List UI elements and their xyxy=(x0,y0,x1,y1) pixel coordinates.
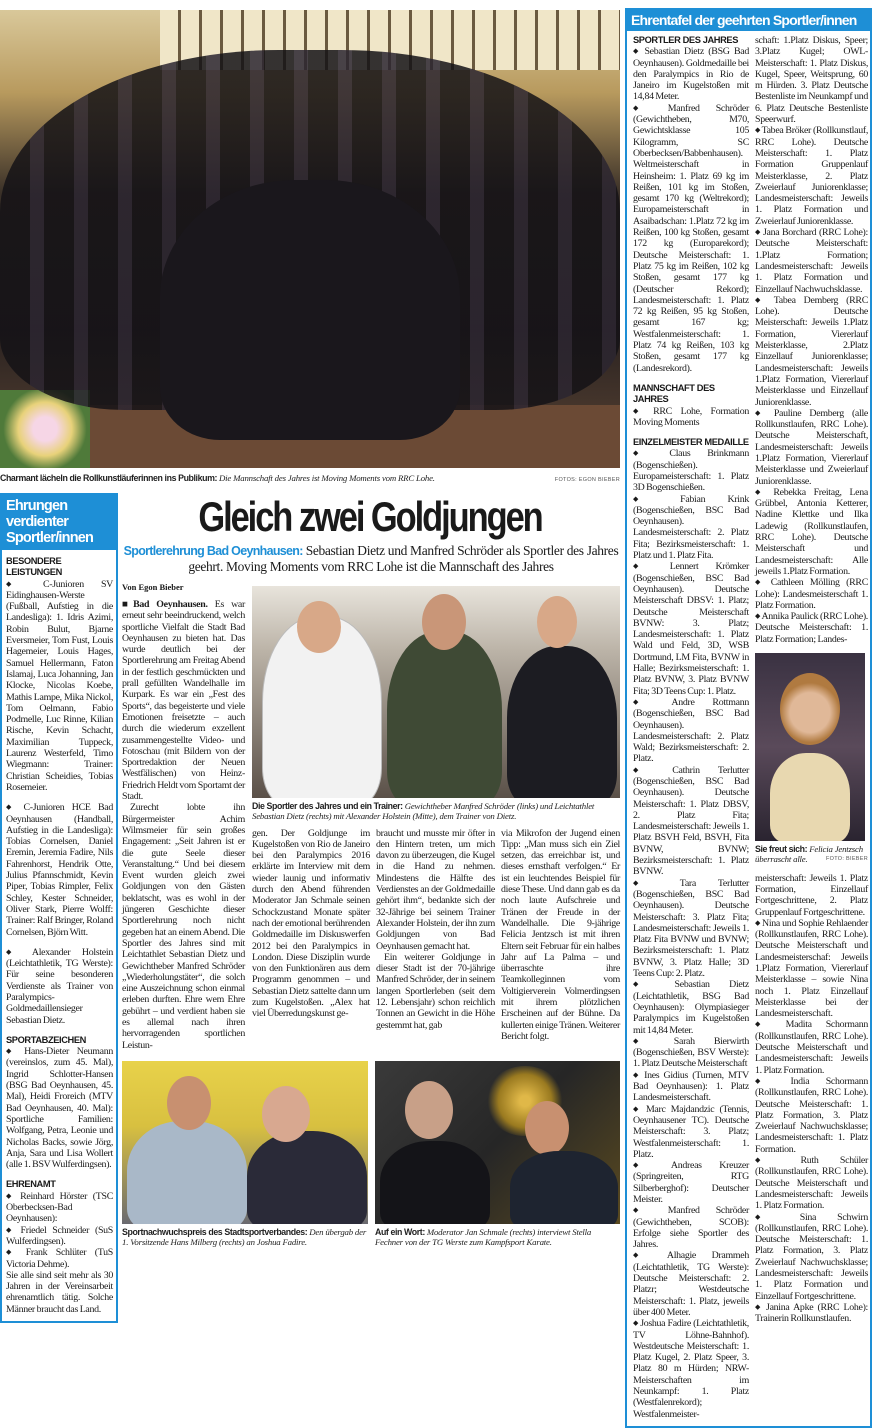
honoree-entry: ◆ Reinhard Hörster (TSC Oberbecksen-Bad Oeynhausen): xyxy=(6,1191,113,1225)
article-column-4 xyxy=(501,828,620,1043)
section-heading: EHRENAMT xyxy=(6,1179,56,1190)
caption-lead: Die Sportler des Jahres und ein Trainer: xyxy=(252,801,403,811)
honoree-entry: ◆ Sebastian Dietz (Leichtathletik, BSG Bad Oeynhausen): Olympiasieger Paralympics im Kugelstoßen mit 14,84 Meter. xyxy=(633,979,749,1035)
section-heading: MANNSCHAFT DES JAHRES xyxy=(633,382,715,405)
felicia-photo-caption xyxy=(755,844,868,865)
caption-text: Moderator Jan Schmale (rechts) interviewt Stella Fechner von der TG Werste zum Kampfsport Karate. xyxy=(375,1226,592,1248)
honoree-entry-continued: meisterschaft: Jeweils 1. Platz Formation, Einzellauf Fortgeschrittene, 2. Platz Gruppenlauf Fortgeschrittene. xyxy=(755,872,868,918)
honoree-entry: ◆ Alexander Holstein (Leichtathletik, TG Werste): Für seine besonderen Verdienste als Trainer von Paralympics-Goldmedaillensieger Sebastian Dietz. xyxy=(6,947,113,1026)
honoree-entry: ◆ Pauline Demberg (alle Rollkunstlaufen, RRC Lohe). Deutsche Meisterschaft, Landesmeisterschaft: Jeweils 1.Platz Formation, Viererlauf Meisterklasse und Zweierlauf Juniorenklasse. xyxy=(755,408,868,487)
honoree-entry: ◆ Manfred Schröder (Gewichtheben, M70, Gewichtsklasse 105 Kilogramm, SC Oberbecksen/Babbenhausen). Weltmeisterschaft in Heinsheim: 1. Platz 69 kg im Reißen, 101 kg im Stoßen, gesamt 170 kg (Weltrekord); Europameisterschaft in Asaibadschan: 1.Platz 72 kg im Reißen, 100 kg Stoßen, gesamt 172 kg (Europarekord); Deutsche Meisterschaft: 1. Platz 75 kg im Reißen, 102 kg Stoßen, gesamt 177 kg (Deutscher Rekord); Landesmeisterschaft: 1. Platz 72 kg Reißen, 95 kg Stoßen, gesamt 167 kg; Westfalenmeisterschaft: 1. Platz 74 kg Reißen, 103 kg Stoßen, gesamt 177 kg (Landesrekord). xyxy=(633,103,749,374)
dateline-marker: ■ xyxy=(122,599,134,610)
photo-credit: FOTO: BIEBER xyxy=(825,856,868,863)
caption-lead: Sportnachwuchspreis des Stadtsportverbandes: xyxy=(122,1226,308,1237)
caption-lead: Auf ein Wort: xyxy=(375,1226,425,1237)
kicker: Sportlerehrung Bad Oeynhausen: xyxy=(123,544,303,558)
honoree-entry: ◆ Madita Schormann (Rollkunstlaufen, RRC Lohe). Deutsche Meisterschaft und Landesmeisterschaft: Jeweils 1. Platz Formation. xyxy=(755,1019,868,1075)
honoree-entry: ◆ Janina Apke (RRC Lohe): Trainerin Rollkunstlaufen. xyxy=(755,1302,868,1325)
section-heading: SPORTABZEICHEN xyxy=(6,1034,86,1045)
felicia-photo xyxy=(755,653,865,841)
article-paragraph: Zurecht lobte ihn Bürgermeister Achim Wilmsmeier für sein großes Engagement: „Seit Jahren ist er die gute Seele dieser Veranstaltung.“ Und bei diesem Event wurden gleich zwei Goldjungen von den Gästen beklatscht, was es wohl in der jüngeren Geschichte dieser Sportlerehrung noch nicht gegeben hat an einem Abend. Die Sportler des Jahres sind mit Leichtathlet Sebastian Dietz und Gewichtheber Manfred Schröder „Wiederholungstäter“, die solch eine Auszeichnung schon einmal erleben durften. Ehre wem Ehre gebührt – und verdient haben sie es allemal nach ihren hervorragenden sportlichen Leistun- xyxy=(122,802,245,1051)
honoree-entry: ◆ Nina und Sophie Rehlaender (Rollkunstlaufen, RRC Lohe). Deutsche Meisterschaft und Landesmeisterschaf: Jeweils 1.Platz Formation, Viererlauf Meisterklasse – sowie Nina noch 1. Platz Einzellauf Meisterklasse bei der Landesmeisterschaft. xyxy=(755,918,868,1020)
honoree-entry-continued: schaft: 1.Platz Diskus, Speer; 3.Platz Kugel; OWL-Meisterschaft: 1. Platz Diskus, Kugel, Speer, Weitsprung, 60 m Hürden. 3. Platz Deutsche Bestenliste im Neunkampf und 6. Platz Deutsche Bestenliste Speerwurf. xyxy=(755,35,868,126)
honoree-entry: ◆ Cathleen Mölling (RRC Lohe): Landesmeisterschaft 1. Platz Formation. xyxy=(755,577,868,611)
honoree-entry: ◆ Fabian Krink (Bogenschießen, BSC Bad Oeynhausen). Landesmeisterschaft: 2. Platz Fita; Bezirksmeisterschaft: 1. Platz und 1. Platz Fita. xyxy=(633,494,749,562)
article-paragraph: gen. Der Goldjunge im Kugelstoßen von Rio de Janeiro bei den Paralympics 2016 erklärte im Interview mit dem wieder launig und informativ durch den Abend führenden Moderator Jan Schmale seinen Schockzustand Monate später nach der emotional berührenden Goldmedaille im Diskuswerfen 2012 bei den Paralympics in London. Diese Disziplin wurde von den Funktionären aus dem Programm genommen – und Sebastian Dietz sattelte dann um zum Kugelstoßen. „Alex hat viel Überredungskunst ge- xyxy=(252,827,370,1020)
caption-lead: Sie freut sich: xyxy=(755,844,808,855)
headline: Gleich zwei Goldjungen xyxy=(198,493,542,540)
article-paragraph: Ein weiterer Goldjunge in dieser Stadt ist der 70-jährige Manfred Schröder, der in seinem langen Sportlerleben (seit dem 12. Lebensjahr) schon reichlich Tonnen an Gewicht in die Höhe gestemmt hat, gab xyxy=(376,951,495,1031)
honoree-entry: ◆ Rebekka Freitag, Lena Grübbel, Antonia Ketterer, Nadine Klettke und Ilka Ladewig (Rollkunstlaufen, RRC Lohe). Deutsche Meisterschaft und Landesmeisterschaft: Alle jeweils 1.Platz Formation. xyxy=(755,487,868,577)
dateline: Bad Oeynhausen. xyxy=(133,599,208,610)
article-area xyxy=(122,582,620,1247)
sidebar-title: Ehrungen verdienter Sportler/innen xyxy=(2,495,116,550)
photo-credit: FOTOS: EGON BIEBER xyxy=(554,477,620,483)
honoree-entry: ◆ Sarah Bierwirth (Bogenschießen, BSV Werste): 1. Platz Deutsche Meisterschaft xyxy=(633,1036,749,1070)
honoree-entry: ◆ Tabea Bröker (Rollkunstlauf, RRC Lohe). Deutsche Meisterschaft: 1. Platz Formation Gruppenlauf Meisterklasse, 2. Platz Zweierlauf Juniorenklasse; Landesmeisterschaft: Jeweils 1. Platz Formation und Zweierlauf Juniorenklasse. xyxy=(755,125,868,227)
honoree-entry: ◆ Sebastian Dietz (BSG Bad Oeynhausen). Goldmedaille bei den Paralympics in Rio de Janeiro im Kugelstoßen mit 14,84 Meter. xyxy=(633,46,749,102)
honoree-entry: ◆ RRC Lohe, Formation Moving Moments xyxy=(633,406,749,429)
article-column-3 xyxy=(376,828,495,1043)
interview-caption xyxy=(375,1227,620,1248)
honoree-entry: ◆ India Schormann (Rollkunstlaufen, RRC Lohe). Deutsche Meisterschaft: 1. Platz Formation, 3. Platz Zweierlauf Nachwuchsklasse; Landesmeisterschaft: 1. Platz Formation. xyxy=(755,1076,868,1155)
interview-photo xyxy=(375,1061,620,1224)
honoree-entry: ◆ Lennert Krömker (Bogenschießen, BSC Bad Oeynhausen). Deutsche Meisterschaft DBSV: 1. Platz; Deutsche Meisterschaft BVNW: 3. Platz; Landesmeisterschaft: 1. Platz Wald und Feld, 3D, WSB Dortmund, LM Fita, BVNW in Halle; Bezirksmeisterschaft: 1. Platz BVNW, 3. Platz BVNW Fita; 3D Teens Cup: 1. Platz. xyxy=(633,561,749,697)
honoree-entry: ◆ Jana Borchard (RRC Lohe): Deutsche Meisterschaft: 1.Platz Formation; Landesmeisterschaft: Jeweils 1. Platz Formation und Einzellauf Nachwuchsklasse. xyxy=(755,227,868,295)
article-column-1 xyxy=(122,599,245,1051)
honoree-entry: ◆ Alhagie Drammeh (Leichtathletik, TG Werste): Deutsche Meisterschaft: 2. Platzr; Westdeutsche Meisterschaft: 1. Platz, jeweils über 400 Meter. xyxy=(633,1250,749,1318)
athletes-photo-caption xyxy=(252,801,620,822)
honoree-entry: ◆ Joshua Fadire (Leichtathletik, TV Löhne-Bahnhof). Westdeutsche Meisterschaft: 1. Platz Kugel, 2. Platz Speer, 3. Platz 80 m Hürden; NRW-Meisterschaften im Neunkampf: 1. Platz (Westfalenrekord); Westfalenmeister- xyxy=(633,1318,749,1420)
honor-column-1 xyxy=(633,35,749,1420)
honors-sidebar xyxy=(0,493,118,1323)
honor-board xyxy=(625,8,872,1428)
team-photo xyxy=(0,10,620,468)
honor-column-2 xyxy=(755,35,868,645)
youth-award-photo xyxy=(122,1061,368,1224)
honoree-entry: ◆ Frank Schlüter (TuS Victoria Dehme). xyxy=(6,1247,113,1270)
subhead-text: Sebastian Dietz und Manfred Schröder als Sportler des Jahres geehrt. Moving Moments vom RRC Lohe ist die Mannschaft des Jahres xyxy=(188,543,619,574)
honoree-entry: ◆ Ruth Schüler (Rollkunstlaufen, RRC Lohe). Deutsche Meisterschaft und Landesmeisterschaft: Jeweils 1. Platz Formation. xyxy=(755,1155,868,1211)
honoree-entry: ◆ Cathrin Terlutter (Bogenschießen, BSC Bad Oeynhausen). Deutsche Meisterschaft: 1. Platz DBSV, 2. Platz Fita; Landesmeisterschaft: Jeweils 1. Platz BSVH Feld, BSVH, Fita BVNW, BVNW; Bezirksmeisterschaft: 1. Platz BVNW. xyxy=(633,765,749,878)
honor-board-title: Ehrentafel der geehrten Sportler/innen xyxy=(627,10,870,31)
article-column-2 xyxy=(252,828,370,1043)
sidebar-body xyxy=(2,550,116,1315)
honoree-entry: ◆ Ines Gidius (Turnen, MTV Bad Oeynhausen): 1. Platz Landesmeisterschaft. xyxy=(633,1070,749,1104)
caption-text: Gewichtheber Manfred Schröder (links) und Leichtathlet Sebastian Dietz (rechts) mit Alexander Holstein (Mitte), dem Trainer von Dietz. xyxy=(252,801,595,822)
honoree-entry: ◆ Andreas Kreuzer (Springreiten, RTG Silberberghof): Deutscher Meister. xyxy=(633,1160,749,1205)
honoree-entry: ◆ Tabea Demberg (RRC Lohe). Deutsche Meisterschaft: Jeweils 1.Platz Formation, Viererlauf Meisterklasse, 2.Platz Einzellauf Juniorenklasse; Landesmeisterschaft: Jeweils 1.Platz Formation, Viererlauf Meisterklasse und Einzellauf Juniorenklasse. xyxy=(755,295,868,408)
subheadline xyxy=(122,543,620,575)
honoree-entry: ◆ Friedel Schneider (SuS Wulferdingsen). xyxy=(6,1225,113,1248)
honoree-entry: ◆ Tara Terlutter (Bogenschießen, BSC Bad Oeynhausen). Deutsche Meisterschaft: 3. Platz Fita; Landesmeisterschaft: Jeweils 1. Platz Fita BVNW und BVNW; Bezirksmeisterschaft: 1. Platz BVNW, 3. Platz Halle; 3D Teens Cup: 2. Platz. xyxy=(633,878,749,980)
honoree-entry: ◆ Marc Majdandzic (Tennis, Oeynhausener TC). Deutsche Meisterschaft: 3. Platz; Westfalenmeisterschaft: 1. Platz. xyxy=(633,1104,749,1160)
team-photo-caption xyxy=(0,473,620,483)
sidebar-note: Sie alle sind seit mehr als 30 Jahren in der Vereinsarbeit ehrenamtlich tätig. Solche Männer braucht das Land. xyxy=(6,1269,113,1315)
honoree-entry: ◆ Andre Rottmann (Bogenschießen, BSC Bad Oeynhausen). Landesmeisterschaft: 2. Platz Wald; Bezirksmeisterschaft: 2. Platz. xyxy=(633,697,749,765)
honoree-entry: ◆ Annika Paulick (RRC Lohe). Deutsche Meisterschaft: 1. Platz Formation; Landes- xyxy=(755,611,868,645)
honoree-entry: ◆ Claus Brinkmann (Bogenschießen). Europameisterschaft: 1. Platz 3D Bogenschießen. xyxy=(633,448,749,493)
caption-text: Den übergab der 1. Vorsitzende Hans Milberg (rechts) an Joshua Fadire. xyxy=(122,1226,367,1248)
byline: Von Egon Bieber xyxy=(122,582,184,592)
youth-award-caption xyxy=(122,1227,368,1248)
honor-column-2-continued xyxy=(755,873,868,1325)
caption-lead: Charmant lächeln die Rollkunstläuferinnen ins Publikum: xyxy=(0,473,218,483)
section-heading: BESONDERE LEISTUNGEN xyxy=(6,556,62,578)
honoree-entry: ◆ Sina Schwirn (Rollkunstlaufen, RRC Lohe). Deutsche Meisterschaft: 1. Platz Formation, 3. Platz Zweierlauf Nachwuchsklasse; Landesmeisterschaft: Jeweils 1. Platz Formation und Einzellauf Fortgeschrittene. xyxy=(755,1212,868,1302)
section-heading: EINZELMEISTER MEDAILLE xyxy=(633,437,749,448)
article-paragraph: braucht und musste mir öfter in den Hintern treten, um mich davon zu überzeugen, die Kugel in die Hand zu nehmen. Mindestens die Hälfte des Verdienstes an der Goldmedaille gehört ihm“, bedankte sich der 32-Jährige bei seinem Trainer Alexander Holstein, der ihn zum Goldjungen von Bad Oeynhausen gemacht hat. xyxy=(376,827,495,952)
honoree-entry: ◆ Hans-Dieter Neumann (vereinslos, zum 45. Mal), Ingrid Schlotter-Hansen (BSG Bad Oeynhausen, 45. Mal), Heidi Froreich (MTV Bad Oeynhausen, 40. Mal): Sportliche Familien: Wolfgang, Petra, Leonie und Nicholas Backs, sowie Jörg, Anja, Sara und Lisa Wollert (alle 1. BSV Wulferdingsen). xyxy=(6,1046,113,1170)
caption-text: Die Mannschaft des Jahres ist Moving Moments vom RRC Lohe. xyxy=(219,473,435,483)
section-heading: SPORTLER DES JAHRES xyxy=(633,35,739,45)
athletes-photo xyxy=(252,586,620,798)
article-paragraph: Es war erneut sehr beeindruckend, welch sportliche Vielfalt die Stadt Bad Oeynhausen zu bieten hat. Das wurde deutlich bei der Sportlerehrung am Freitag Abend in der festlich geschmückten und prall gefüllten Wandelhalle im Kurpark. Es war ein „Fest des Sports“, das begeisterte und viele Emotionen freisetzte – auch durch die wiederum exzellent zusammengestellte Video- und Fotoschau (mit Bildern von der Sportredaktion der Neuen Westfälischen) von Heinz-Friedrich Heldt vom Sportamt der Stadt. xyxy=(122,599,245,803)
honoree-entry: ◆ C-Junioren HCE Bad Oeynhausen (Handball, Aufstieg in die Landesliga): Tobias Cornelsen, Daniel Eremin, Jeremia Fadire, Nils Fahrenhorst, Hendrik Otte, Julius Pfannschmidt, Kevin Piper, Tobias Rimpler, Felix Schley, Kester Schneider, Oliver Stark, Pierre Wolff: Trainer: Ralf Bringer, Roland Cornelsen, Björn Witt. xyxy=(6,802,113,938)
article-paragraph: via Mikrofon der Jugend einen Tipp: „Man muss sich ein Ziel setzen, das erreichbar ist, und dieses ernsthaft verfolgen.“ Er ist ein leuchtendes Beispiel für diese These. Und dann gab es da noch laute Aufschreie und Tränen der Freude in der Wandelhalle. Die 9-jährige Felicia Jentzsch ist mit ihren Eltern seit Februar für ein halbes Jahr auf La Palma – und überraschte ihre Teamkolleginnen vom Voltigierverein Volmerdingsen mit ihrem plötzlichen Erscheinen auf der Bühne. Da kullerten einige Tränen. Weiterer Bericht folgt. xyxy=(501,827,620,1042)
caption-text: Felicia Jentzsch überrascht alle. xyxy=(755,844,863,865)
honoree-entry: ◆ Manfred Schröder (Gewichtheben, SCOB): Erfolge siehe Sportler des Jahres. xyxy=(633,1205,749,1250)
honoree-entry: ◆ C-Junioren SV Eidinghausen-Werste (Fußball, Aufstieg in die Landesliga): 1. Idris Azimi, Robin Bulut, Bjarne Eversmeier, Tom Fust, Louis Hagemeier, Louis Hages, Samuel Hellermann, Faton Islamaj, Luca Johanning, Jan Klocke, Nicolas Koebe, Mathis Lampe, Mika Nickol, Tom Oelmann, Fabio Podmelle, Luc Rinne, Kilian Rische, Kevin Schacht, Maximilian Tuppeck, Laurenz Westerfeld, Timo Wiegmann: Trainer: Christian Scheidies, Tobias Rosemeier. xyxy=(6,579,113,794)
